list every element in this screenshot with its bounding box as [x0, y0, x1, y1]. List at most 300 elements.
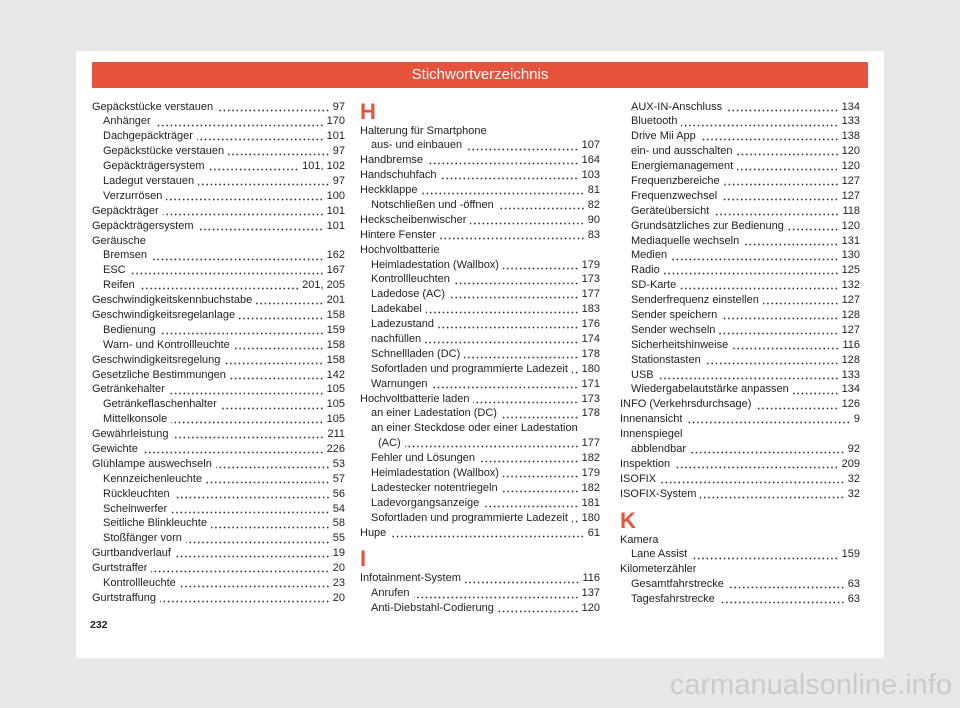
entry-label: Sofortladen und programmierte Ladezeit [371, 511, 568, 524]
entry-label: Notschließen und -öffnen [371, 198, 494, 211]
section-letter-h: H [360, 98, 376, 124]
page-reference: 90 [587, 213, 600, 226]
entry-label: Kilometerzähler [620, 563, 697, 576]
dot-leader [427, 153, 579, 168]
entry-label: Senderfrequenz einstellen [631, 294, 759, 307]
entry-label: Hupe [360, 526, 387, 539]
index-subentry [360, 302, 600, 317]
entry-label: abblendbar [631, 442, 687, 455]
dot-leader [256, 293, 323, 308]
index-subentry [620, 248, 860, 263]
dot-leader [440, 168, 578, 183]
page-reference: 137 [581, 587, 600, 600]
index-subentry [92, 114, 345, 129]
index-subentry [620, 204, 860, 219]
index-entry [92, 204, 345, 219]
page-reference: 9 [853, 413, 860, 426]
dot-leader [690, 442, 845, 457]
entry-label: aus- und einbauen [371, 139, 463, 152]
dot-leader [142, 442, 324, 457]
index-entry [360, 124, 600, 139]
index-subentry [92, 487, 345, 502]
page-reference: 120 [841, 219, 860, 232]
index-entry [360, 526, 600, 541]
dot-leader [470, 213, 584, 228]
index-subentry [620, 368, 860, 383]
index-subentry [360, 332, 600, 347]
index-entry [620, 457, 860, 472]
page-reference: 63 [847, 593, 860, 606]
dot-leader [224, 353, 323, 368]
index-entry [92, 442, 345, 457]
entry-label: Heckscheibenwischer [360, 213, 467, 226]
entry-label: Geschwindigkeitskennbuchstabe [92, 294, 253, 307]
page-reference: 131 [841, 234, 860, 247]
page-reference: 127 [841, 323, 860, 336]
page-reference: 58 [332, 517, 345, 530]
entry-label: Anhänger [103, 115, 151, 128]
index-subentry [620, 308, 860, 323]
entry-label: Innenansicht [620, 413, 683, 426]
index-subentry [360, 406, 600, 421]
index-subentry [620, 263, 860, 278]
index-subentry [620, 293, 860, 308]
dot-leader [705, 353, 839, 368]
dot-leader [438, 317, 579, 332]
entry-label: Geräusche [92, 234, 146, 247]
page-reference: 83 [587, 228, 600, 241]
index-entry [92, 368, 345, 383]
page-reference: 103 [581, 169, 600, 182]
index-subentry [360, 362, 600, 377]
dot-leader [234, 338, 324, 353]
page-reference: 125 [841, 264, 860, 277]
page-reference: 127 [841, 189, 860, 202]
index-subentry [360, 451, 600, 466]
index-subentry [620, 219, 860, 234]
index-subentry [620, 129, 860, 144]
dot-leader [713, 204, 839, 219]
entry-label: Seitliche Blinkleuchte [103, 517, 207, 530]
page-reference: 32 [847, 472, 860, 485]
page-reference: 118 [842, 204, 860, 217]
dot-leader [230, 368, 324, 383]
page-reference: 116 [582, 572, 600, 585]
dot-leader [217, 100, 330, 115]
index-entry [92, 219, 345, 234]
page-reference: 180 [581, 362, 600, 375]
dot-leader [166, 189, 323, 204]
index-entry [92, 561, 345, 576]
dot-leader [686, 412, 850, 427]
entry-label: Verzurrösen [103, 189, 163, 202]
page-reference: 53 [332, 457, 345, 470]
entry-label: Lane Assist [631, 548, 688, 561]
entry-label: Tagesfahrstrecke [631, 593, 715, 606]
dot-leader [160, 591, 330, 606]
index-subentry [92, 159, 345, 174]
index-subentry [92, 323, 345, 338]
page-reference: 97 [332, 100, 345, 113]
page-reference: 180 [581, 511, 600, 524]
index-subentry [92, 576, 345, 591]
index-subentry [360, 601, 600, 616]
entry-label: Radio [631, 264, 660, 277]
dot-leader [572, 511, 579, 526]
entry-label: Gurtstraffer [92, 562, 148, 575]
dot-leader [763, 293, 839, 308]
dot-leader [483, 496, 578, 511]
entry-label: Sofortladen und programmierte Ladezeit [371, 362, 568, 375]
dot-leader [426, 302, 579, 317]
page-reference: 201, 205 [302, 279, 345, 292]
dot-leader [732, 338, 839, 353]
dot-leader [502, 481, 579, 496]
dot-leader [216, 457, 330, 472]
index-subentry [92, 263, 345, 278]
entry-label: Ladevorgangsanzeige [371, 496, 480, 509]
entry-label: Kontrollleuchte [103, 577, 176, 589]
page-reference: 61 [587, 526, 600, 539]
index-subentry [92, 412, 345, 427]
page-reference: 134 [841, 383, 860, 396]
entry-label: Gesetzliche Bestimmungen [92, 368, 226, 381]
entry-label: Scheinwerfer [103, 502, 168, 515]
index-subentry [360, 481, 600, 496]
page-reference: 23 [332, 577, 345, 589]
page-reference: 97 [332, 174, 345, 187]
entry-label: Sender speichern [631, 308, 718, 321]
index-subentry [620, 278, 860, 293]
entry-label: Rückleuchten [103, 487, 170, 500]
entry-label: Heimladestation (Wallbox) [371, 258, 499, 271]
entry-label: Drive Mii App [631, 130, 696, 143]
page-reference: 55 [332, 532, 345, 545]
entry-label: Geschwindigkeitsregelanlage [92, 308, 236, 321]
entry-label: Schnellladen (DC) [371, 347, 461, 360]
index-entry [360, 392, 600, 407]
page-reference: 133 [841, 115, 860, 128]
index-subentry [360, 317, 600, 332]
index-subentry [620, 338, 860, 353]
entry-label: Sicherheitshinweise [631, 338, 729, 351]
dot-leader [737, 144, 839, 159]
entry-label: Heckklappe [360, 184, 418, 197]
dot-leader [680, 278, 838, 293]
dot-leader [465, 571, 580, 586]
entry-label: Warnungen [371, 377, 428, 390]
entry-label: an einer Steckdose oder einer Ladestation [371, 422, 578, 435]
index-entry [92, 591, 345, 606]
entry-label: Stoßfänger vorn [103, 532, 182, 545]
dot-leader [572, 362, 579, 377]
index-entry [92, 293, 345, 308]
dot-leader [466, 138, 579, 153]
entry-label: Reifen [103, 279, 135, 292]
index-subentry [92, 516, 345, 531]
page-reference: 159 [326, 323, 345, 336]
index-subentry [360, 436, 600, 451]
dot-leader [171, 412, 323, 427]
site-watermark: carmanualsonline.info [669, 669, 952, 701]
index-subentry [360, 496, 600, 511]
index-entry [620, 562, 860, 577]
entry-label: Gewährleistung [92, 428, 169, 441]
dot-leader [405, 436, 579, 451]
page-reference: 127 [841, 294, 860, 307]
entry-label: ISOFIX-System [620, 487, 697, 500]
dot-leader [211, 516, 330, 531]
page-reference: 105 [326, 383, 345, 396]
dot-leader [671, 248, 839, 263]
entry-label: Frequenzwechsel [631, 189, 718, 202]
page-reference: 209 [841, 457, 860, 470]
dot-leader [721, 189, 838, 204]
dot-leader [721, 308, 838, 323]
dot-leader [197, 129, 324, 144]
index-subentry [92, 472, 345, 487]
entry-label: Fehler und Lösungen [371, 452, 475, 465]
index-subentry [92, 189, 345, 204]
dot-leader [160, 323, 324, 338]
dot-leader [498, 198, 585, 213]
dot-leader [198, 174, 330, 189]
entry-label: Stationstasten [631, 353, 701, 366]
page-reference: 120 [841, 145, 860, 158]
entry-label: Sender wechseln [631, 323, 716, 336]
dot-leader [228, 144, 330, 159]
dot-leader [172, 427, 324, 442]
index-subentry [92, 531, 345, 546]
entry-label: Gesamtfahrstrecke [631, 578, 724, 591]
entry-label: Ladekabel [371, 303, 422, 316]
page-reference: 177 [581, 437, 600, 450]
dot-leader [464, 347, 578, 362]
entry-label: Bedienung [103, 323, 156, 336]
index-column-3 [620, 100, 860, 608]
index-entry [360, 571, 600, 586]
dot-leader [425, 332, 578, 347]
dot-leader [503, 258, 579, 273]
index-entry [620, 427, 860, 442]
dot-leader [454, 272, 579, 287]
page-reference: 32 [847, 487, 860, 500]
entry-label: Anrufen [371, 587, 410, 600]
dot-leader [728, 577, 845, 592]
entry-label: Bremsen [103, 249, 148, 262]
entry-label: ISOFIX [620, 472, 657, 485]
entry-label: Handbremse [360, 154, 423, 167]
index-subentry [620, 547, 860, 562]
entry-label: Infotainment-System [360, 572, 461, 585]
page-reference: 133 [841, 368, 860, 381]
index-entry [620, 412, 860, 427]
index-entry [360, 168, 600, 183]
index-entry [360, 213, 600, 228]
dot-leader [431, 377, 578, 392]
entry-label: Hochvoltbatterie [360, 243, 440, 256]
dot-leader [479, 451, 579, 466]
page-reference: 134 [841, 100, 860, 113]
index-entry [620, 472, 860, 487]
page-reference: 142 [326, 368, 345, 381]
entry-label: Mediaquelle wechseln [631, 234, 740, 247]
page-reference: 101 [326, 130, 345, 143]
dot-leader [206, 472, 330, 487]
page-reference: 170 [326, 115, 345, 128]
entry-label: Ladestecker notentriegeln [371, 481, 498, 494]
index-subentry [620, 159, 860, 174]
dot-leader [755, 397, 838, 412]
entry-label: Ladezustand [371, 318, 434, 331]
index-entry [360, 183, 600, 198]
dot-leader [414, 586, 579, 601]
dot-leader [449, 287, 579, 302]
entry-label: Gepäckträgersystem [92, 219, 194, 232]
entry-label: Glühlampe auswechseln [92, 457, 212, 470]
index-subentry [360, 287, 600, 302]
page-reference: 173 [581, 392, 600, 405]
dot-leader [658, 368, 839, 383]
dot-leader [660, 472, 845, 487]
dot-leader [151, 561, 329, 576]
index-subentry [360, 258, 600, 273]
page-reference: 107 [581, 139, 600, 152]
index-subentry [620, 100, 860, 115]
page-reference: 128 [841, 308, 860, 321]
dot-leader [726, 100, 839, 115]
index-subentry [360, 511, 600, 526]
page-reference: 63 [847, 578, 860, 591]
index-subentry [620, 592, 860, 607]
page-number: 232 [90, 619, 108, 631]
index-subentry [360, 347, 600, 362]
index-entry [360, 153, 600, 168]
dot-leader [788, 219, 839, 234]
page-reference: 177 [581, 288, 600, 301]
section-title: Stichwortverzeichnis [411, 66, 549, 83]
dot-leader [151, 248, 324, 263]
index-subentry [620, 144, 860, 159]
entry-label: Dachgepäckträger [103, 130, 193, 143]
section-letter-i: I [360, 546, 367, 572]
index-entry [92, 427, 345, 442]
index-subentry [92, 129, 345, 144]
page-reference: 101, 102 [302, 160, 345, 173]
page-reference: 211 [327, 428, 345, 441]
page-reference: 138 [841, 130, 860, 143]
dot-leader [498, 601, 579, 616]
entry-label: AUX-IN-Anschluss [631, 100, 723, 113]
dot-leader [221, 397, 324, 412]
page-reference: 101 [326, 204, 345, 217]
entry-label: Gewichte [92, 442, 138, 455]
entry-label: Gurtstraffung [92, 591, 156, 604]
index-subentry [620, 174, 860, 189]
page-reference: 179 [581, 258, 600, 271]
index-subentry [92, 338, 345, 353]
index-subentry [360, 466, 600, 481]
index-subentry [360, 198, 600, 213]
page-reference: 162 [326, 249, 345, 262]
page-reference: 120 [841, 160, 860, 173]
dot-leader [197, 219, 323, 234]
dot-leader [186, 531, 330, 546]
index-subentry [620, 189, 860, 204]
index-subentry [620, 442, 860, 457]
page-reference: 92 [847, 442, 860, 455]
dot-leader [719, 323, 838, 338]
index-entry [92, 457, 345, 472]
entry-label: Handschuhfach [360, 169, 437, 182]
entry-label: Innenspiegel [620, 428, 683, 441]
page-reference: 182 [581, 481, 600, 494]
page-reference: 158 [326, 338, 345, 351]
dot-leader [503, 466, 579, 481]
index-entry [92, 546, 345, 561]
index-subentry [620, 577, 860, 592]
entry-label: Grundsätzliches zur Bedienung [631, 219, 784, 232]
index-entry [92, 100, 345, 115]
index-subentry [620, 353, 860, 368]
index-entry [92, 308, 345, 323]
page-reference: 56 [332, 487, 345, 500]
page-reference: 127 [841, 174, 860, 187]
dot-leader [169, 382, 324, 397]
index-subentry [92, 397, 345, 412]
index-subentry [92, 144, 345, 159]
dot-leader [691, 547, 838, 562]
index-subentry [92, 278, 345, 293]
index-subentry [360, 586, 600, 601]
page-reference: 167 [326, 264, 345, 277]
page-reference: 178 [581, 347, 600, 360]
section-header-bar [92, 62, 868, 88]
page-reference: 176 [581, 318, 600, 331]
page-reference: 81 [587, 184, 600, 197]
dot-leader [180, 576, 330, 591]
page-reference: 158 [326, 308, 345, 321]
index-subentry [360, 272, 600, 287]
entry-label: Heimladestation (Wallbox) [371, 466, 499, 479]
entry-label: Getränkeflaschenhalter [103, 398, 217, 411]
page-reference: 97 [332, 145, 345, 158]
dot-leader [737, 159, 839, 174]
page-reference: 178 [581, 407, 600, 420]
index-column-2 [360, 100, 600, 617]
dot-leader [163, 204, 324, 219]
entry-label: ein- und ausschalten [631, 145, 733, 158]
page-reference: 19 [332, 547, 345, 560]
index-subentry [92, 248, 345, 263]
dot-leader [155, 114, 324, 129]
dot-leader [793, 382, 839, 397]
page-reference: 105 [326, 413, 345, 426]
page-reference: 128 [841, 353, 860, 366]
entry-label: Hintere Fenster [360, 228, 436, 241]
index-subentry [620, 234, 860, 249]
index-subentry [360, 138, 600, 153]
page-reference: 226 [326, 442, 345, 455]
index-subentry [360, 377, 600, 392]
page-reference: 57 [332, 472, 345, 485]
entry-label: SD-Karte [631, 279, 677, 292]
page-reference: 183 [581, 303, 600, 316]
page-reference: 105 [326, 398, 345, 411]
page-reference: 130 [841, 249, 860, 262]
dot-leader [674, 457, 838, 472]
entry-label: Bluetooth [631, 115, 678, 128]
